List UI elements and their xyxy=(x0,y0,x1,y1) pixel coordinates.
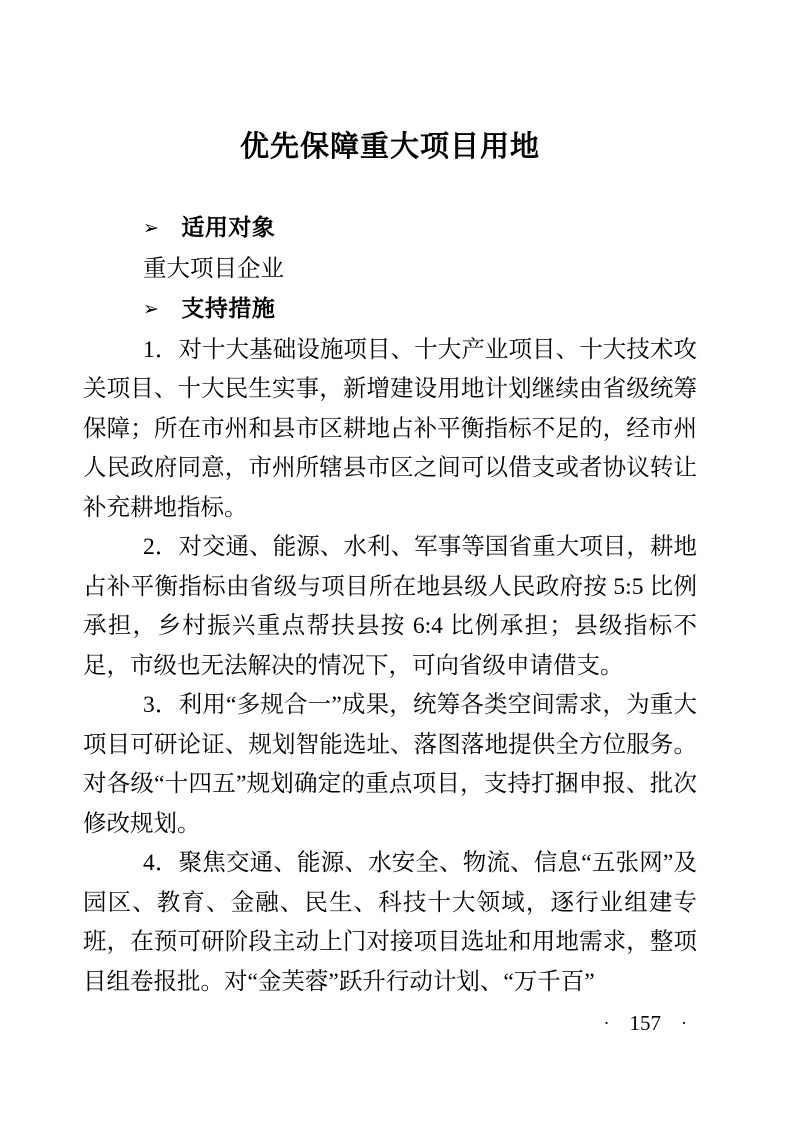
measure-paragraph-4: 4．聚焦交通、能源、水安全、物流、信息“五张网”及园区、教育、金融、民生、科技十大领域，逐行业组建专班，在预可研阶段主动上门对接项目选址和用地需求，整项目组卷报批。对“金芙蓉”跃升行动计划、“万千百” xyxy=(83,850,697,995)
measure-paragraph-3: 3．利用“多规合一”成果，统筹各类空间需求，为重大项目可研论证、规划智能选址、落图落地提供全方位服务。对各级“十四五”规划确定的重点项目，支持打捆申报、批次修改规划。 xyxy=(83,692,697,837)
applicable-target-text: 重大项目企业 xyxy=(143,255,284,282)
page-content xyxy=(83,0,697,1002)
section-heading-label: 适用对象 xyxy=(181,214,276,240)
dot-separator: · xyxy=(603,1013,610,1033)
section-heading-support-measures xyxy=(83,289,697,331)
page-number xyxy=(604,1010,688,1036)
arrow-bullet-icon: ➢ xyxy=(143,298,160,320)
dot-separator: · xyxy=(681,1013,687,1033)
page-number-value: 157 xyxy=(629,1011,661,1035)
page-title: 优先保障重大项目用地 xyxy=(239,131,540,163)
measure-paragraph-1: 1．对十大基础设施项目、十大产业项目、十大技术攻关项目、十大民生实事，新增建设用地计划继续由省级统筹保障；所在市州和县市区耕地占补平衡指标不足的，经市州人民政府同意，市州所辖县市区之间可以借支或者协议转让补充耕地指标。 xyxy=(83,336,697,521)
measure-paragraph-2: 2．对交通、能源、水利、军事等国省重大项目，耕地占补平衡指标由省级与项目所在地县级人民政府按 5:5 比例承担，乡村振兴重点帮扶县按 6:4 比例承担；县级指标不足，市级也无法解决的情况下，可向省级申请借支。 xyxy=(83,534,697,679)
arrow-bullet-icon: ➢ xyxy=(143,217,160,239)
text-block xyxy=(83,208,697,1002)
section-heading-applicable-targets xyxy=(83,208,697,250)
section-heading-label: 支持措施 xyxy=(181,295,276,321)
